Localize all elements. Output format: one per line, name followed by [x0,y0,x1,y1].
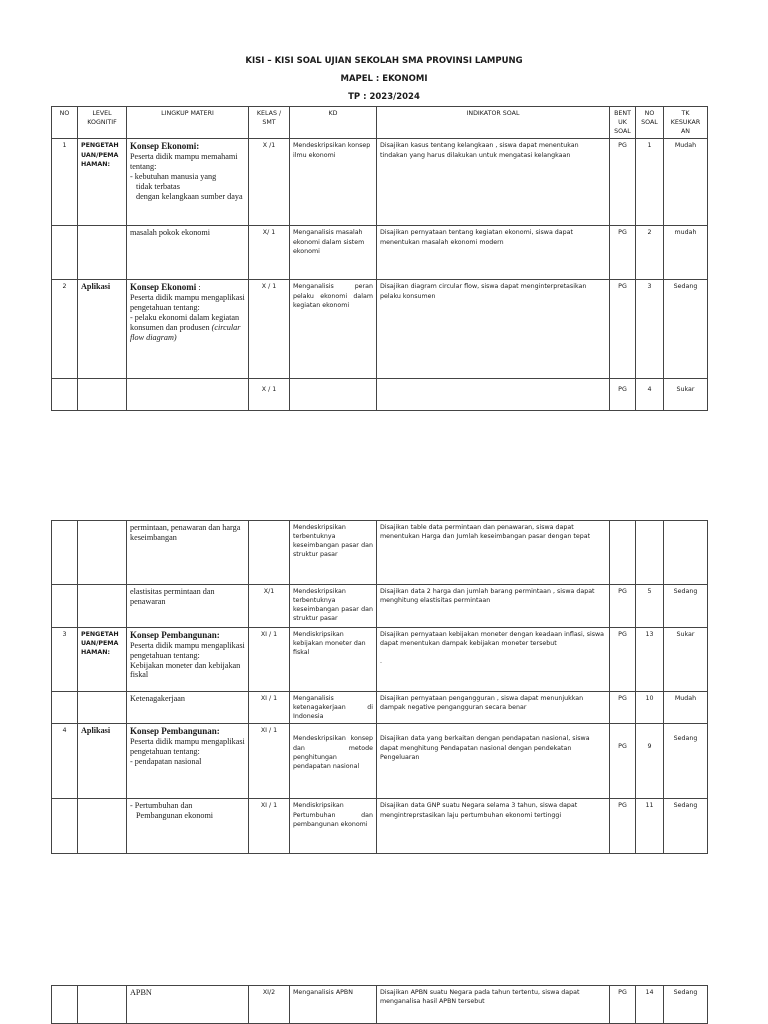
col-header-bentuk: BENT UK SOAL [610,107,636,139]
materi-line: - kebutuhan manusia yang [130,171,217,181]
cell-materi: permintaan, penawaran dan harga keseimbangan [127,521,249,585]
materi-title: Konsep Ekonomi [130,282,197,293]
cell-tk: Sedang [664,986,708,1024]
cell-no: 1 [52,139,78,226]
col-header-tk: TK KESUKAR AN [664,107,708,139]
materi-title: Konsep Pembangunan: [130,630,220,640]
cell-nosoal: 13 [636,628,664,692]
cell-tk: Sedang [664,724,708,799]
cell-bentuk: PG [610,628,636,692]
col-header-kelas: KELAS / SMT [249,107,290,139]
materi-line: - pendapatan nasional [130,756,202,766]
cell-kd: Menganalisis masalah ekonomi dalam sistem ekonomi [290,226,377,280]
cell-bentuk: PG [610,585,636,628]
materi-line: tidak terbatas [136,181,180,191]
cell-level [78,585,127,628]
cell-level [78,379,127,411]
cell-nosoal: 9 [636,724,664,799]
cell-kelas: X / 1 [249,379,290,411]
cell-kd: Mendeskripsikan konsep dan metode penghitungan pendapatan nasional [290,724,377,799]
cell-kd: Menganalisis peran pelaku ekonomi dalam kegiatan ekonomi [290,280,377,379]
table-row [52,986,708,1024]
cell-kelas: X /1 [249,139,290,226]
table-row [52,379,708,411]
cell-kelas [249,521,290,585]
cell-indikator: Disajikan data 2 harga dan jumlah barang permintaan , siswa dapat menghitung elastisitas permintaan [377,585,610,628]
cell-indikator: Disajikan pernyataan tentang kegiatan ekonomi, siswa dapat menentukan masalah ekonomi modern [377,226,610,280]
table-row [52,724,708,799]
materi-title: Konsep Ekonomi: [130,141,200,152]
cell-no [52,986,78,1024]
cell-materi [127,139,249,226]
col-header-level: LEVEL KOGNITIF [78,107,127,139]
cell-indikator: Disajikan kasus tentang kelangkaan , siswa dapat menentukan tindakan yang harus dilakukan untuk mengatasi kelangkaan [377,139,610,226]
cell-no: 3 [52,628,78,692]
materi-title-suffix: : [196,283,201,293]
cell-kelas: X/ 1 [249,226,290,280]
cell-nosoal: 1 [636,139,664,226]
materi-line: Pembangunan ekonomi [136,811,214,821]
table-row [52,139,708,226]
cell-kelas: XI / 1 [249,724,290,799]
cell-no [52,799,78,854]
cell-materi: Ketenagakerjaan [127,692,249,724]
cell-no [52,521,78,585]
cell-nosoal: 11 [636,799,664,854]
cell-kelas: XI / 1 [249,692,290,724]
cell-indikator: Disajikan table data permintaan dan penawaran, siswa dapat menentukan Harga dan Jumlah keseimbangan pasar dengan tepat [377,521,610,585]
table-header-row [52,107,708,139]
cell-no [52,585,78,628]
indikator-dot: . [380,658,383,666]
cell-materi [127,724,249,799]
cell-tk: Sukar [664,379,708,411]
cell-materi [127,379,249,411]
cell-no: 2 [52,280,78,379]
cell-level [78,799,127,854]
cell-kelas: XI/2 [249,986,290,1024]
cell-materi [127,799,249,854]
indikator-text: Disajikan pernyataan kebijakan moneter dengan keadaan inflasi, siswa dapat menentukan dampak kebijakan moneter tersebut [380,631,605,648]
cell-nosoal: 4 [636,379,664,411]
kisi-table-page-2 [51,520,708,854]
cell-bentuk: PG [610,139,636,226]
cell-materi: masalah pokok ekonomi [127,226,249,280]
table-row [52,585,708,628]
cell-indikator: Disajikan data GNP suatu Negara selama 3 tahun, siswa dapat mengintreprstasikan laju pertumbuhan ekonomi tertinggi [377,799,610,854]
cell-kd: Mendeskripsikan konsep ilmu ekonomi [290,139,377,226]
cell-bentuk [610,521,636,585]
cell-materi: elastisitas permintaan dan penawaran [127,585,249,628]
cell-kelas: XI / 1 [249,799,290,854]
materi-line: dengan kelangkaan sumber daya [136,191,243,201]
cell-indikator: Disajikan diagram circular flow, siswa dapat menginterpretasikan pelaku konsumen [377,280,610,379]
cell-nosoal: 2 [636,226,664,280]
col-header-nosoal: NO SOAL [636,107,664,139]
cell-tk: Sedang [664,280,708,379]
col-header-no: NO [52,107,78,139]
cell-kd [290,379,377,411]
cell-indikator [377,628,610,692]
cell-bentuk: PG [610,692,636,724]
cell-bentuk: PG [610,226,636,280]
cell-no [52,692,78,724]
cell-indikator: Disajikan APBN suatu Negara pada tahun tertentu, siswa dapat menganalisa hasil APBN tersebut [377,986,610,1024]
materi-line: (circular flow diagram) [130,322,241,342]
col-header-kd: KD [290,107,377,139]
cell-bentuk: PG [610,724,636,799]
cell-indikator [377,379,610,411]
cell-bentuk: PG [610,379,636,411]
cell-kd: Menganalisis ketenagakerjaan di Indonesia [290,692,377,724]
cell-kelas: X/1 [249,585,290,628]
table-row [52,628,708,692]
document-title: KISI – KISI SOAL UJIAN SEKOLAH SMA PROVINSI LAMPUNG [245,56,523,66]
cell-kelas: XI / 1 [249,628,290,692]
materi-line: - Pertumbuhan dan [130,801,193,811]
cell-indikator: Disajikan pernyataan pengangguran , siswa dapat menunjukkan dampak negative pengangguran secara benar [377,692,610,724]
cell-tk: Mudah [664,139,708,226]
table-row [52,226,708,280]
cell-tk: Sedang [664,585,708,628]
cell-level [78,226,127,280]
col-header-indikator: INDIKATOR SOAL [377,107,610,139]
cell-kd: Mendiskripsikan Pertumbuhan dan pembangunan ekonomi [290,799,377,854]
col-header-lingkup: LINGKUP MATERI [127,107,249,139]
cell-tk [664,521,708,585]
materi-line: Peserta didik mampu mengaplikasi pengetahuan tentang: [130,640,245,660]
cell-level [78,986,127,1024]
cell-level: Aplikasi [78,724,127,799]
cell-kd: Mendiskripsikan kebijakan moneter dan fiskal [290,628,377,692]
cell-no [52,226,78,280]
cell-no [52,379,78,411]
materi-line: Peserta didik mampu memahami tentang: [130,152,238,172]
cell-level [78,692,127,724]
table-row [52,692,708,724]
kisi-table-page-3 [51,985,708,1024]
cell-kd: Mendeskripsikan terbentuknya keseimbangan pasar dan struktur pasar [290,521,377,585]
materi-line: - pelaku ekonomi dalam kegiatan konsumen dan produsen [130,312,240,332]
cell-bentuk: PG [610,799,636,854]
cell-indikator: Disajikan data yang berkaitan dengan pendapatan nasional, siswa dapat menghitung Pendapatan nasional dengan pendekatan Pengeluaran [377,724,610,799]
cell-no: 4 [52,724,78,799]
school-year-label: TP : 2023/2024 [348,92,420,102]
cell-bentuk: PG [610,280,636,379]
materi-line: Peserta didik mampu mengaplikasi pengetahuan tentang: [130,293,245,313]
cell-nosoal: 14 [636,986,664,1024]
cell-nosoal: 5 [636,585,664,628]
table-row [52,280,708,379]
cell-tk: Sukar [664,628,708,692]
kisi-table-page-1 [51,106,708,411]
cell-materi: APBN [127,986,249,1024]
cell-tk: mudah [664,226,708,280]
cell-kd: Mendeskripsikan terbentuknya keseimbangan pasar dan struktur pasar [290,585,377,628]
cell-nosoal: 10 [636,692,664,724]
subject-label: MAPEL : EKONOMI [340,74,428,84]
cell-kd: Menganalisis APBN [290,986,377,1024]
table-row [52,799,708,854]
cell-level: Aplikasi [78,280,127,379]
cell-nosoal: 3 [636,280,664,379]
cell-level: PENGETAH UAN/PEMA HAMAN: [78,139,127,226]
materi-line: Kebijakan moneter dan kebijakan fiskal [130,660,241,680]
cell-level [78,521,127,585]
cell-tk: Mudah [664,692,708,724]
materi-line: Peserta didik mampu mengaplikasi pengetahuan tentang: [130,737,245,757]
cell-materi [127,280,249,379]
cell-bentuk: PG [610,986,636,1024]
table-row [52,521,708,585]
materi-title: Konsep Pembangunan: [130,726,220,737]
cell-kelas: X / 1 [249,280,290,379]
cell-level: PENGETAH UAN/PEMA HAMAN: [78,628,127,692]
cell-materi [127,628,249,692]
cell-tk: Sedang [664,799,708,854]
cell-nosoal [636,521,664,585]
